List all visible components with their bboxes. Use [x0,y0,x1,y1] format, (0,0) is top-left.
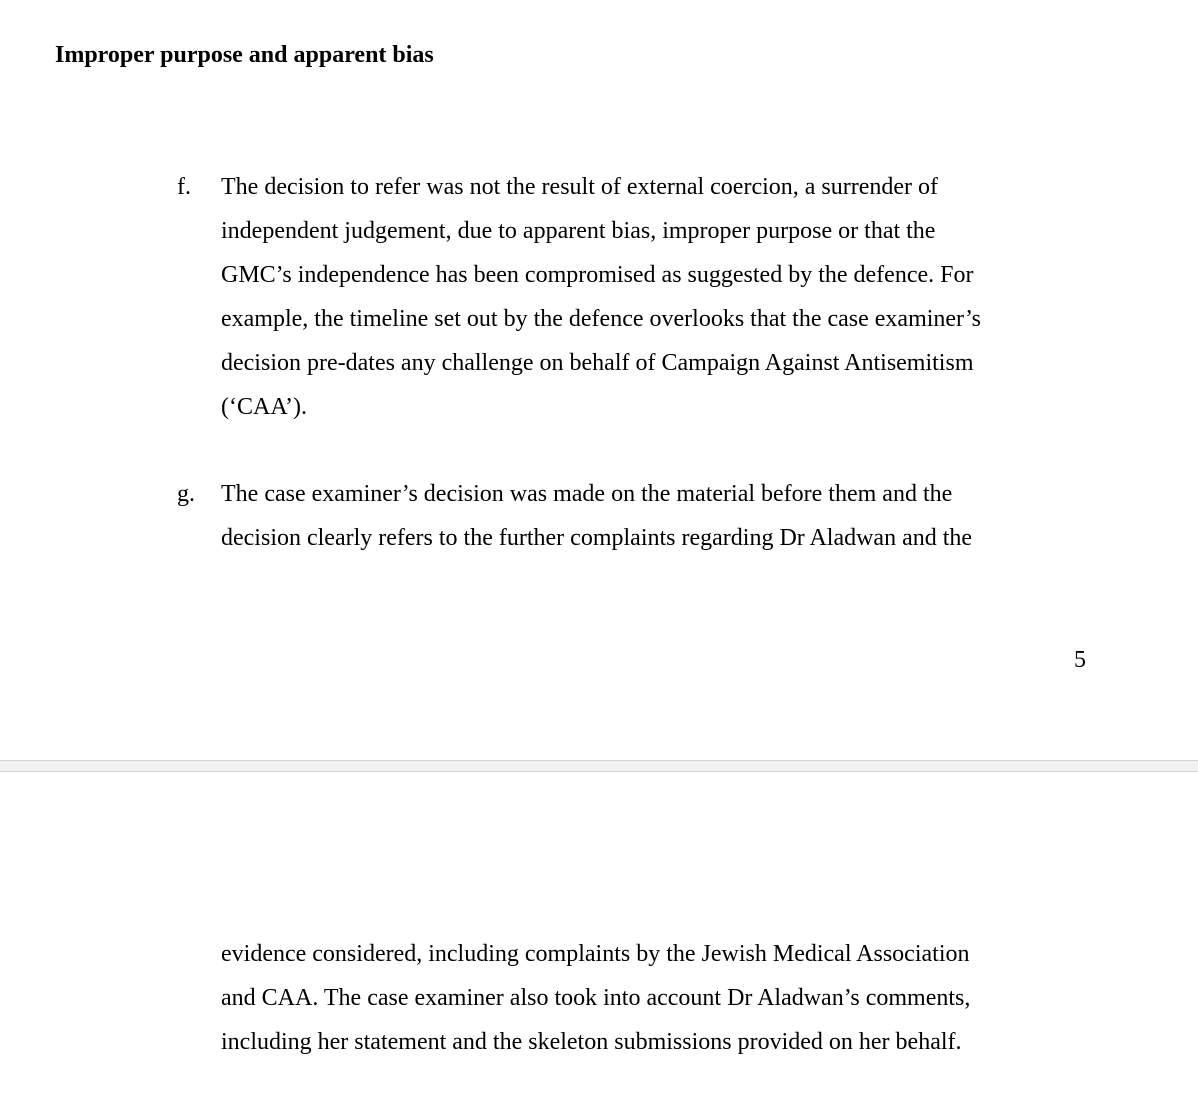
paragraph-line: The case examiner’s decision was made on the material before them and the [221,481,953,507]
paragraph-line: decision pre-dates any challenge on behalf of Campaign Against Antisemitism [221,350,974,376]
paragraph-line: and CAA. The case examiner also took into account Dr Aladwan’s comments, [221,985,971,1011]
page-number: 5 [1074,647,1086,673]
page-break-divider [0,760,1198,772]
paragraph-line: independent judgement, due to apparent bias, improper purpose or that the [221,218,936,244]
paragraph-line: The decision to refer was not the result of external coercion, a surrender of [221,174,939,200]
paragraph-line: example, the timeline set out by the defence overlooks that the case examiner’s [221,306,981,332]
paragraph-f [177,165,1077,429]
paragraph-marker: g. [177,481,195,507]
paragraph-line: (‘CAA’). [221,394,307,420]
document-page-6 [0,772,1198,1110]
paragraph-line: including her statement and the skeleton submissions provided on her behalf. [221,1029,962,1055]
section-heading: Improper purpose and apparent bias [55,42,434,68]
paragraph-g-continuation [221,932,970,1064]
paragraph-line: decision clearly refers to the further complaints regarding Dr Aladwan and the [221,525,973,551]
paragraph-marker: f. [177,174,191,200]
paragraph-line: GMC’s independence has been compromised as suggested by the defence. For [221,262,974,288]
paragraph-g [177,472,1077,560]
paragraph-line: evidence considered, including complaints by the Jewish Medical Association [221,941,970,967]
